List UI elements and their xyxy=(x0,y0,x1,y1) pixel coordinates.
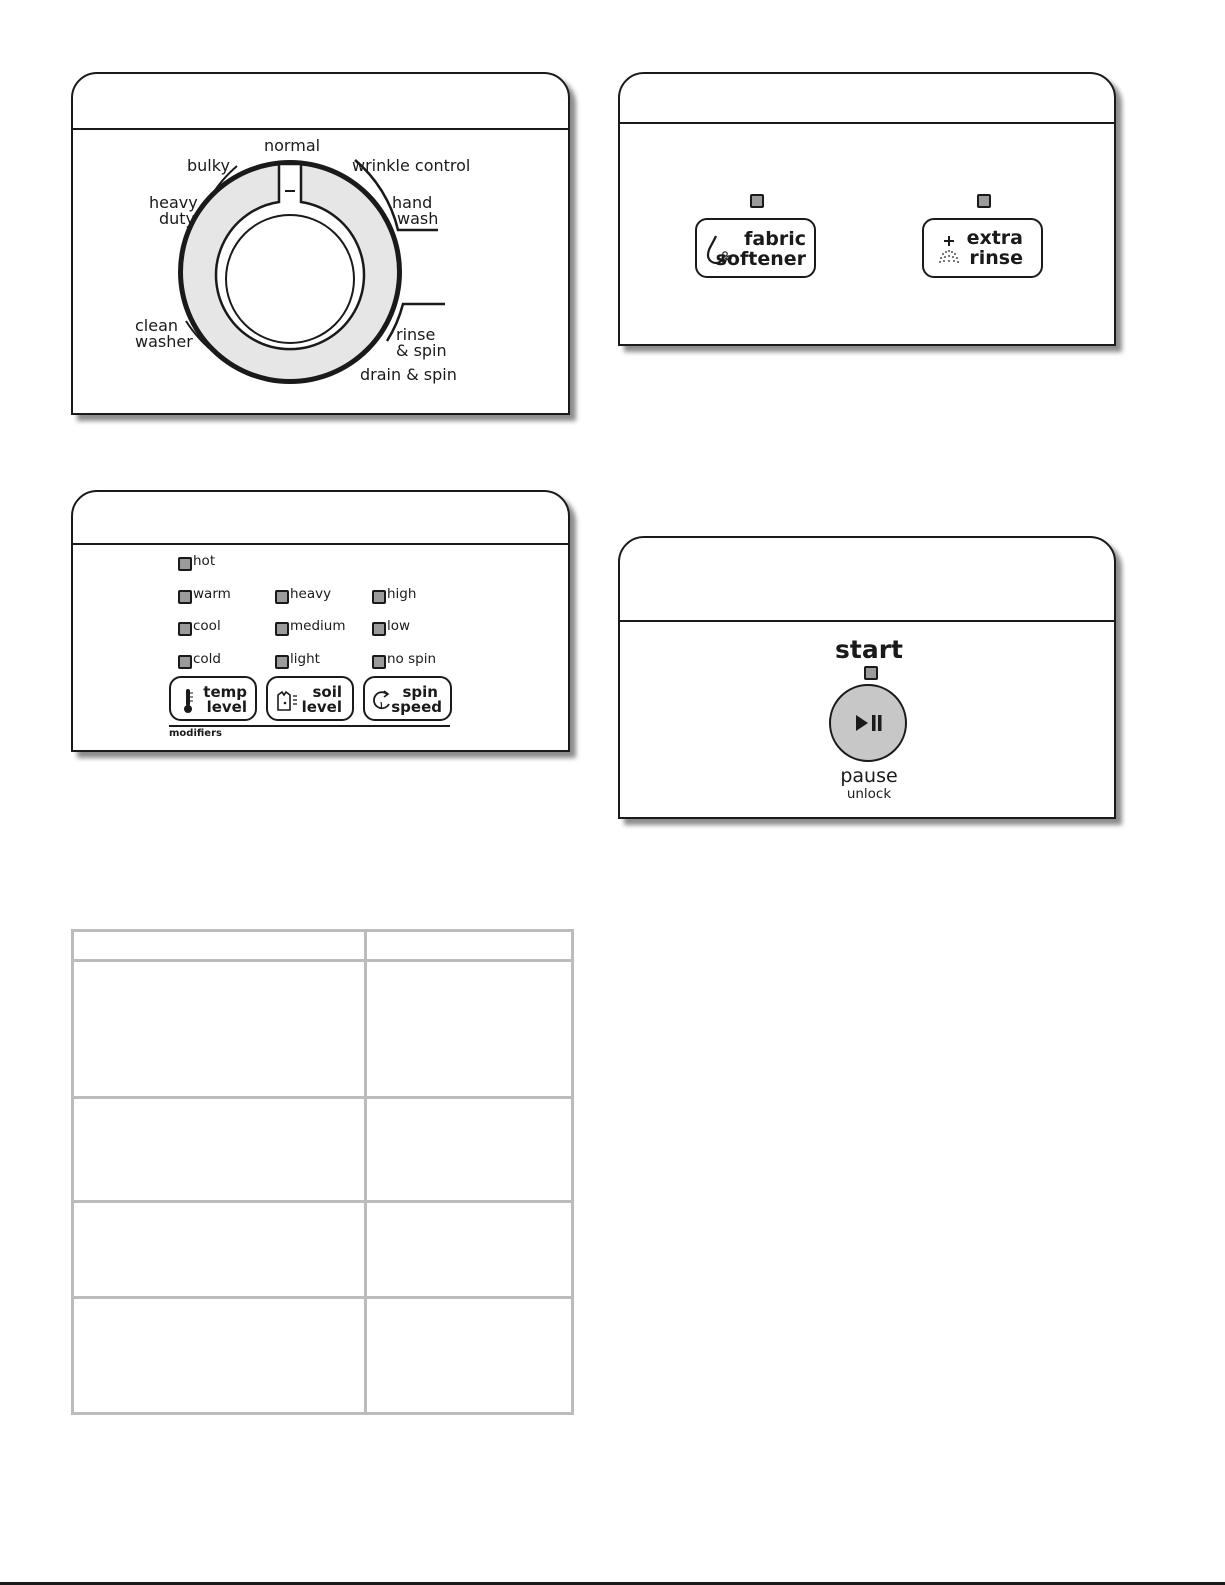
soil-heavy-led xyxy=(275,590,289,604)
soil-level-button[interactable] xyxy=(266,676,354,721)
cycle-label-hand: hand xyxy=(392,193,433,212)
cycle-label-rinse: rinse xyxy=(396,325,436,344)
table-cell xyxy=(73,1098,366,1202)
cycle-label-and-spin: & spin xyxy=(396,341,447,360)
pause-label: pause xyxy=(840,765,898,787)
extra-rinse-led xyxy=(977,194,991,208)
soil-medium-led xyxy=(275,622,289,636)
start-led xyxy=(864,666,878,680)
extra-rinse-icon xyxy=(936,234,962,266)
spin-option-no-spin: no spin xyxy=(387,651,437,667)
table-cell xyxy=(366,1202,573,1298)
cycle-label-normal: normal xyxy=(264,136,321,155)
spin-high-led xyxy=(372,590,386,604)
table-cell xyxy=(366,931,573,961)
cycle-label-clean: clean xyxy=(135,316,179,335)
soil-option-medium: medium xyxy=(290,618,346,634)
table-cell xyxy=(73,931,366,961)
soil-level-label-line2: level xyxy=(301,698,342,716)
table-cell xyxy=(73,1298,366,1414)
start-panel xyxy=(618,536,1116,819)
modifiers-panel-header xyxy=(73,492,568,545)
soil-option-light: light xyxy=(290,651,320,667)
table-cell xyxy=(366,1298,573,1414)
extra-rinse-label-line1: extra xyxy=(966,227,1023,249)
modifiers-panel xyxy=(71,490,570,752)
spin-no-spin-led xyxy=(372,655,386,669)
options-panel xyxy=(618,72,1116,346)
modifiers-divider xyxy=(169,725,450,727)
spin-speed-button[interactable] xyxy=(363,676,452,721)
temp-hot-led xyxy=(178,557,192,571)
cycle-label-bulky: bulky xyxy=(187,156,230,175)
start-panel-header xyxy=(620,538,1114,622)
table-cell xyxy=(73,961,366,1098)
table-cell xyxy=(73,1202,366,1298)
temp-option-warm: warm xyxy=(193,586,231,602)
temp-level-label-line1: temp xyxy=(203,683,247,701)
thermometer-icon xyxy=(183,688,193,714)
temp-option-cold: cold xyxy=(193,651,222,667)
cycle-label-wash: wash xyxy=(397,209,439,228)
empty-table xyxy=(71,929,574,1415)
start-label: start xyxy=(835,635,903,664)
fabric-softener-label-line1: fabric xyxy=(744,228,806,250)
shirt-icon xyxy=(276,690,300,712)
play-pause-icon xyxy=(855,714,883,732)
soil-option-heavy: heavy xyxy=(290,586,332,602)
cycle-label-washer: washer xyxy=(135,332,193,351)
soil-level-label-line1: soil xyxy=(312,683,342,701)
spin-icon xyxy=(373,690,393,712)
cycle-selector-panel xyxy=(71,72,570,415)
fabric-softener-led xyxy=(750,194,764,208)
spin-option-low: low xyxy=(387,618,411,634)
cycle-knob[interactable] xyxy=(178,156,402,384)
table-cell xyxy=(366,1098,573,1202)
extra-rinse-button[interactable] xyxy=(922,218,1043,278)
table-row xyxy=(73,961,573,1098)
modifiers-section-label: modifiers xyxy=(169,728,222,739)
table-row xyxy=(73,1298,573,1414)
table-row xyxy=(73,931,573,961)
temp-level-label-line2: level xyxy=(206,698,247,716)
unlock-label: unlock xyxy=(846,786,892,802)
extra-rinse-label-line2: rinse xyxy=(969,247,1023,269)
spin-speed-label-line1: spin xyxy=(402,683,438,701)
table-cell xyxy=(366,961,573,1098)
temp-option-cool: cool xyxy=(193,618,221,634)
temp-cool-led xyxy=(178,622,192,636)
options-panel-header xyxy=(620,74,1114,124)
spin-low-led xyxy=(372,622,386,636)
temp-cold-led xyxy=(178,655,192,669)
spin-speed-label-line2: speed xyxy=(391,698,442,716)
table-row xyxy=(73,1202,573,1298)
temp-option-hot: hot xyxy=(193,553,216,569)
temp-warm-led xyxy=(178,590,192,604)
spin-option-high: high xyxy=(387,586,417,602)
table-row xyxy=(73,1098,573,1202)
cycle-label-wrinkle-control: wrinkle control xyxy=(352,156,471,175)
fabric-softener-label-line2: softener xyxy=(715,248,806,270)
start-pause-button[interactable] xyxy=(829,684,907,762)
cycle-label-duty: duty xyxy=(158,209,195,228)
cycle-label-drain-spin: drain & spin xyxy=(360,365,457,384)
soil-light-led xyxy=(275,655,289,669)
cycle-label-heavy: heavy xyxy=(149,193,198,212)
temp-level-button[interactable] xyxy=(169,676,257,721)
fabric-softener-button[interactable] xyxy=(695,218,816,278)
